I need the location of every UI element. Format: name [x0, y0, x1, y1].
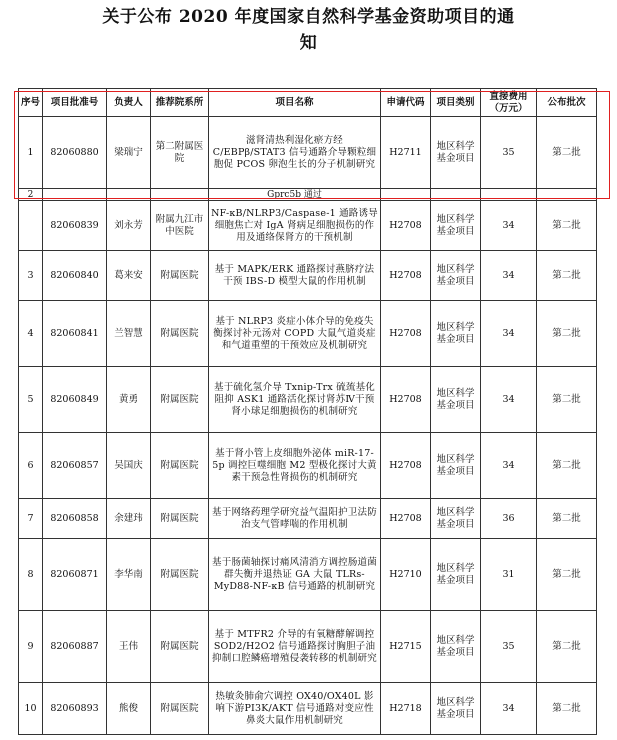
batch: 第二批 — [537, 683, 597, 735]
approval-number: 82060841 — [43, 301, 107, 367]
approval-number: 82060840 — [43, 251, 107, 301]
table-row — [19, 251, 597, 301]
project-category: 地区科学基金项目 — [431, 611, 481, 683]
approval-number: 82060839 — [43, 201, 107, 251]
direct-cost: 34 — [481, 201, 537, 251]
project-name: 基于 MAPK/ERK 通路探讨燕脐疗法干预 IBS-D 模型大鼠的作用机制 — [209, 251, 381, 301]
batch: 第二批 — [537, 201, 597, 251]
principal-investigator: 王伟 — [107, 611, 151, 683]
project-category: 地区科学基金项目 — [431, 683, 481, 735]
direct-cost: 34 — [481, 683, 537, 735]
table-row — [19, 301, 597, 367]
table-row — [19, 201, 597, 251]
approval-number: 82060871 — [43, 539, 107, 611]
row-number: 9 — [19, 611, 43, 683]
project-name: 基于肾小管上皮细胞外泌体 miR-17-5p 调控巨噬细胞 M2 型极化探讨大黄素干预急性肾损伤的机制研究 — [209, 433, 381, 499]
row-number: 5 — [19, 367, 43, 433]
header-cell: 序号 — [19, 89, 43, 117]
header-cell: 项目类别 — [431, 89, 481, 117]
table-row — [19, 539, 597, 611]
row-number: 6 — [19, 433, 43, 499]
direct-cost: 34 — [481, 251, 537, 301]
department: 附属医院 — [151, 301, 209, 367]
direct-cost: 31 — [481, 539, 537, 611]
approval-number: 82060880 — [43, 117, 107, 189]
approval-number: 82060887 — [43, 611, 107, 683]
project-category: 地区科学基金项目 — [431, 251, 481, 301]
header-cell: 推荐院系所 — [151, 89, 209, 117]
application-code: H2708 — [381, 367, 431, 433]
row-number: 4 — [19, 301, 43, 367]
batch: 第二批 — [537, 539, 597, 611]
header-cell: 申请代码 — [381, 89, 431, 117]
application-code: H2708 — [381, 433, 431, 499]
approval-number: 82060849 — [43, 367, 107, 433]
project-category: 地区科学基金项目 — [431, 433, 481, 499]
approval-number: 82060857 — [43, 433, 107, 499]
application-code: H2708 — [381, 301, 431, 367]
direct-cost: 34 — [481, 433, 537, 499]
project-category: 地区科学基金项目 — [431, 201, 481, 251]
table-row — [19, 433, 597, 499]
department: 附属医院 — [151, 367, 209, 433]
row-number: 3 — [19, 251, 43, 301]
header-cell: 公布批次 — [537, 89, 597, 117]
table-row — [19, 611, 597, 683]
application-code: H2708 — [381, 251, 431, 301]
table-row-split — [19, 189, 597, 201]
row-number: 2 — [19, 189, 43, 201]
project-category: 地区科学基金项目 — [431, 117, 481, 189]
header-cell: 直接费用（万元） — [481, 89, 537, 117]
principal-investigator: 刘永芳 — [107, 201, 151, 251]
batch: 第二批 — [537, 499, 597, 539]
application-code: H2710 — [381, 539, 431, 611]
project-name-fragment: Gprc5b 通过 — [209, 189, 381, 201]
batch: 第二批 — [537, 117, 597, 189]
direct-cost: 34 — [481, 301, 537, 367]
application-code: H2711 — [381, 117, 431, 189]
batch: 第二批 — [537, 301, 597, 367]
header-cell: 项目批准号 — [43, 89, 107, 117]
title-line-2: 知 — [299, 33, 318, 53]
row-number: 7 — [19, 499, 43, 539]
application-code: H2708 — [381, 499, 431, 539]
principal-investigator: 葛来安 — [107, 251, 151, 301]
department: 附属医院 — [151, 251, 209, 301]
row-number: 1 — [19, 117, 43, 189]
direct-cost: 34 — [481, 367, 537, 433]
department: 附属医院 — [151, 539, 209, 611]
direct-cost: 35 — [481, 117, 537, 189]
principal-investigator: 李华南 — [107, 539, 151, 611]
row-number — [19, 201, 43, 251]
row-number: 8 — [19, 539, 43, 611]
table-row — [19, 117, 597, 189]
principal-investigator: 兰智慧 — [107, 301, 151, 367]
title-line-1: 关于公布 2020 年度国家自然科学基金资助项目的通 — [102, 7, 515, 27]
row-number: 10 — [19, 683, 43, 735]
approval-number: 82060893 — [43, 683, 107, 735]
project-name: NF-κB/NLRP3/Caspase-1 通路诱导细胞焦亡对 IgA 肾病足细胞损伤的作用及通络保肾方的干预机制 — [209, 201, 381, 251]
department: 附属医院 — [151, 499, 209, 539]
principal-investigator: 梁瑞宁 — [107, 117, 151, 189]
department: 附属医院 — [151, 611, 209, 683]
table-row — [19, 499, 597, 539]
department: 附属医院 — [151, 433, 209, 499]
direct-cost: 35 — [481, 611, 537, 683]
principal-investigator: 余建玮 — [107, 499, 151, 539]
department: 附属九江市中医院 — [151, 201, 209, 251]
header-cell: 负责人 — [107, 89, 151, 117]
principal-investigator: 吴国庆 — [107, 433, 151, 499]
table-header-row — [19, 89, 597, 117]
approval-number: 82060858 — [43, 499, 107, 539]
principal-investigator: 熊俊 — [107, 683, 151, 735]
batch: 第二批 — [537, 367, 597, 433]
application-code: H2715 — [381, 611, 431, 683]
application-code: H2718 — [381, 683, 431, 735]
project-name: 热敏灸肺俞穴调控 OX40/OX40L 影响下游PI3K/AKT 信号通路对变应性鼻炎大鼠作用机制研究 — [209, 683, 381, 735]
batch: 第二批 — [537, 433, 597, 499]
batch: 第二批 — [537, 251, 597, 301]
project-category: 地区科学基金项目 — [431, 499, 481, 539]
project-category: 地区科学基金项目 — [431, 301, 481, 367]
project-name: 滋肾清热利湿化瘀方经C/EBPβ/STAT3 信号通路介导颗粒细胞促 PCOS 卵泡生长的分子机制研究 — [209, 117, 381, 189]
funding-table — [18, 88, 597, 735]
department: 附属医院 — [151, 683, 209, 735]
header-cell: 项目名称 — [209, 89, 381, 117]
page-title — [0, 4, 617, 56]
principal-investigator: 黄勇 — [107, 367, 151, 433]
project-category: 地区科学基金项目 — [431, 367, 481, 433]
application-code: H2708 — [381, 201, 431, 251]
batch: 第二批 — [537, 611, 597, 683]
project-name: 基于 NLRP3 炎症小体介导的免疫失衡探讨补元汤对 COPD 大鼠气道炎症和气道重塑的干预效应及机制研究 — [209, 301, 381, 367]
project-category: 地区科学基金项目 — [431, 539, 481, 611]
project-name: 基于硫化氢介导 Txnip-Trx 硫巯基化阻抑 ASK1 通路活化探讨肾苏Ⅳ干预肾小球足细胞损伤的机制研究 — [209, 367, 381, 433]
direct-cost: 36 — [481, 499, 537, 539]
project-name: 基于 MTFR2 介导的有氧糖酵解调控 SOD2/H2O2 信号通路探讨胸胆子油抑制口腔鳞癌增殖侵袭转移的机制研究 — [209, 611, 381, 683]
table-row — [19, 683, 597, 735]
department: 第二附属医院 — [151, 117, 209, 189]
project-name: 基于肠菌轴探讨痛风清消方调控肠道菌群失衡并退热证 GA 大鼠 TLRs-MyD88-NF-κB 信号通路的机制研究 — [209, 539, 381, 611]
table-row — [19, 367, 597, 433]
project-name: 基于网络药理学研究益气温阳护卫法防治支气管哮喘的作用机制 — [209, 499, 381, 539]
